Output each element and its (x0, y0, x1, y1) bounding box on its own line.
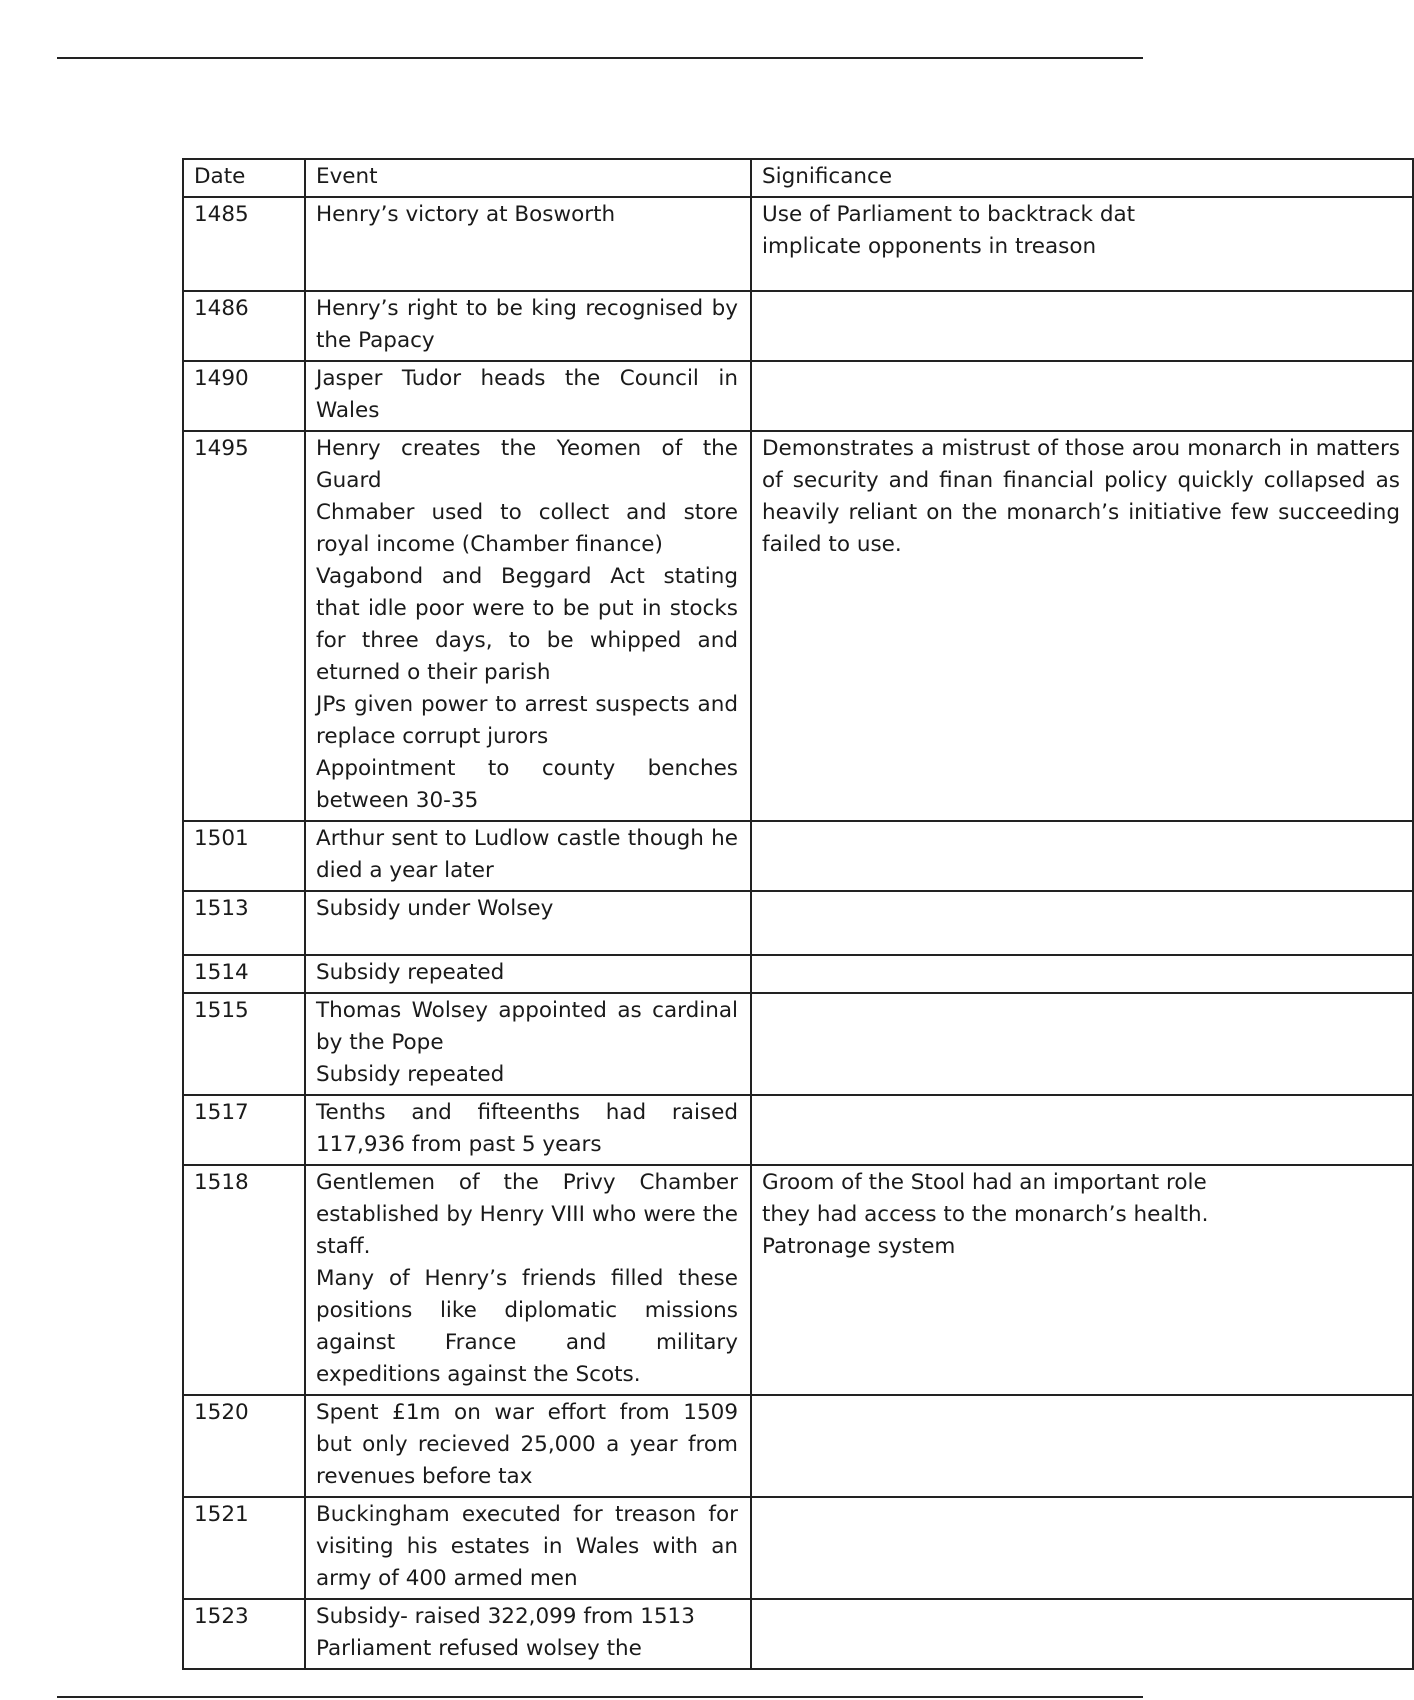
event-line: JPs given power to arrest suspects and replace corrupt jurors (316, 692, 738, 749)
cell-date: 1495 (183, 431, 305, 821)
cell-date: 1515 (183, 993, 305, 1095)
cell-event (305, 1095, 751, 1165)
cell-significance (751, 1395, 1413, 1497)
cell-significance (751, 821, 1413, 891)
cell-event (305, 1599, 751, 1669)
event-line: Henry’s victory at Bosworth (316, 202, 616, 227)
significance-line: Patronage system (762, 1234, 956, 1259)
cell-significance (751, 197, 1413, 291)
table-row (183, 993, 1413, 1095)
cell-date: 1523 (183, 1599, 305, 1669)
event-line: Henry creates the Yeomen of the Guard (316, 436, 738, 493)
table-row (183, 361, 1413, 431)
cell-significance (751, 1497, 1413, 1599)
significance-line: Groom of the Stool had an important role (762, 1170, 1207, 1195)
cell-event (305, 1395, 751, 1497)
significance-line: implicate opponents in treason (762, 234, 1097, 259)
cell-event (305, 197, 751, 291)
cell-event (305, 431, 751, 821)
cell-significance (751, 1599, 1413, 1669)
significance-line: Demonstrates a mistrust of those arou monarch in matters of security and finan financial policy quickly collapsed as heavily reliant on the monarch’s initiative few succeeding failed to use. (762, 436, 1400, 557)
cell-date: 1486 (183, 291, 305, 361)
timeline-table (182, 158, 1414, 1670)
cell-date: 1517 (183, 1095, 305, 1165)
cell-date: 1521 (183, 1497, 305, 1599)
cell-date: 1518 (183, 1165, 305, 1395)
table-row (183, 891, 1413, 955)
cell-event (305, 1497, 751, 1599)
cell-significance (751, 291, 1413, 361)
cell-event (305, 1165, 751, 1395)
cell-significance (751, 955, 1413, 993)
event-line: Tenths and fifteenths had raised 117,936 from past 5 years (316, 1100, 738, 1157)
event-line: Appointment to county benches between 30-35 (316, 756, 738, 813)
cell-significance (751, 361, 1413, 431)
event-line: Vagabond and Beggard Act stating that idle poor were to be put in stocks for three days, to be whipped and eturned o their parish (316, 564, 738, 685)
table-row (183, 1095, 1413, 1165)
event-line: Henry’s right to be king recognised by the Papacy (316, 296, 738, 353)
cell-date: 1485 (183, 197, 305, 291)
cell-date: 1501 (183, 821, 305, 891)
header-rule (57, 57, 1143, 59)
cell-date: 1513 (183, 891, 305, 955)
event-line: Parliament refused wolsey the (316, 1636, 642, 1661)
cell-event (305, 291, 751, 361)
event-line: Subsidy- raised 322,099 from 1513 (316, 1604, 695, 1629)
cell-significance (751, 891, 1413, 955)
cell-event (305, 361, 751, 431)
cell-event (305, 993, 751, 1095)
event-line: Subsidy under Wolsey (316, 896, 554, 921)
event-line: Spent £1m on war effort from 1509 but only recieved 25,000 a year from revenues before tax (316, 1400, 738, 1489)
table-row (183, 431, 1413, 821)
table-row (183, 1599, 1413, 1669)
table-row (183, 197, 1413, 291)
cell-significance (751, 431, 1413, 821)
timeline-table-container (182, 158, 1400, 1670)
event-line: Jasper Tudor heads the Council in Wales (316, 366, 738, 423)
event-line: Subsidy repeated (316, 960, 505, 985)
table-row (183, 291, 1413, 361)
table-row (183, 955, 1413, 993)
cell-event (305, 821, 751, 891)
cell-significance (751, 993, 1413, 1095)
table-row (183, 821, 1413, 891)
table-row (183, 1165, 1413, 1395)
cell-date: 1514 (183, 955, 305, 993)
event-line: Chmaber used to collect and store royal income (Chamber finance) (316, 500, 738, 557)
cell-event (305, 891, 751, 955)
cell-event (305, 955, 751, 993)
cell-significance (751, 1165, 1413, 1395)
significance-line: Use of Parliament to backtrack dat (762, 202, 1136, 227)
cell-date: 1490 (183, 361, 305, 431)
column-header-event: Event (305, 159, 751, 197)
event-line: Many of Henry’s friends filled these positions like diplomatic missions against France and military expeditions against the Scots. (316, 1266, 738, 1387)
column-header-significance: Significance (751, 159, 1413, 197)
event-line: Arthur sent to Ludlow castle though he died a year later (316, 826, 738, 883)
table-row (183, 1497, 1413, 1599)
significance-line: they had access to the monarch’s health. (762, 1202, 1209, 1227)
cell-date: 1520 (183, 1395, 305, 1497)
event-line: Buckingham executed for treason for visiting his estates in Wales with an army of 400 armed men (316, 1502, 738, 1591)
table-header-row (183, 159, 1413, 197)
footer-rule (57, 1696, 1143, 1698)
column-header-date: Date (183, 159, 305, 197)
cell-significance (751, 1095, 1413, 1165)
event-line: Thomas Wolsey appointed as cardinal by the Pope (316, 998, 738, 1055)
table-row (183, 1395, 1413, 1497)
event-line: Gentlemen of the Privy Chamber established by Henry VIII who were the staff. (316, 1170, 738, 1259)
event-line: Subsidy repeated (316, 1062, 505, 1087)
